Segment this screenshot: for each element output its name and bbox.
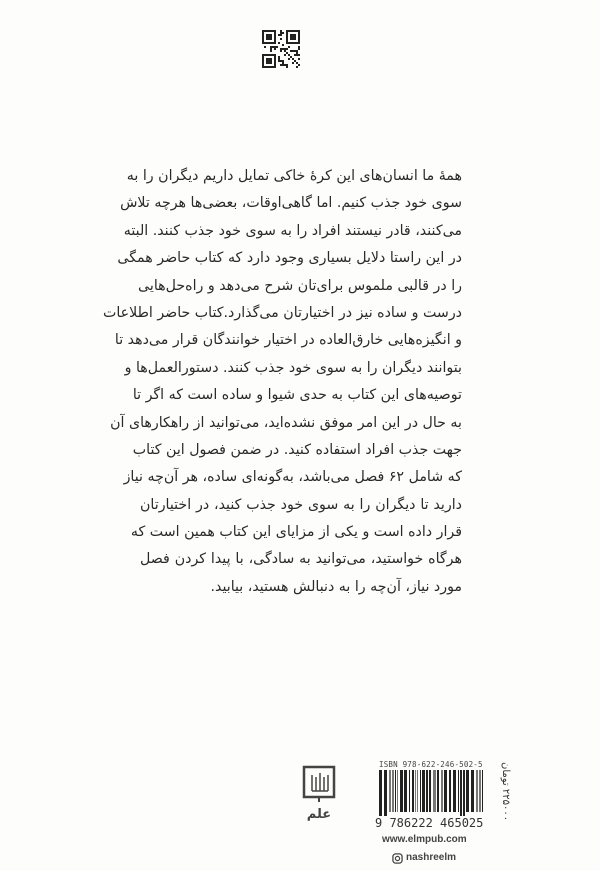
barcode-bar <box>471 770 474 812</box>
barcode-bar <box>463 770 465 816</box>
barcode-bar <box>409 770 410 812</box>
blurb-line: بتوانند دیگران را به سوی خود جذب کنند. دستورالعمل‌ها و <box>124 359 462 376</box>
barcode-bar <box>412 770 414 812</box>
barcode-bar <box>395 770 396 812</box>
back-cover-blurb <box>102 163 462 601</box>
blurb-line: می‌کنند، قادر نیستند افراد را به سوی خود جذب کنند. البته <box>123 222 462 239</box>
blurb-line: و انگیزه‌هایی خارق‌العاده در اختیار خوانندگان قرار می‌دهد تا <box>114 332 462 349</box>
blurb-line: همهٔ ما انسان‌های این کرهٔ خاکی تمایل داریم دیگران را به <box>126 168 462 184</box>
barcode-bar <box>482 770 483 812</box>
barcode-bar <box>444 770 447 812</box>
blurb-line: هرگاه خواستید، می‌توانید به سادگی، با پیدا کردن فصل <box>140 551 462 568</box>
barcode-bar <box>392 770 394 812</box>
blurb-line: قرار داده است و یکی از مزایای این کتاب همین است که <box>130 524 462 541</box>
isbn-barcode <box>375 760 483 830</box>
barcode-bar <box>404 770 407 812</box>
barcode-bar <box>397 770 398 812</box>
barcode-bar <box>384 770 387 816</box>
barcode-bar <box>415 770 416 812</box>
blurb-line: درست و ساده نیز در اختیارتان می‌گذارد.کتاب حاضر اطلاعات <box>102 304 462 321</box>
barcode-bar <box>453 770 456 812</box>
barcode-bar <box>420 770 421 812</box>
instagram-handle[interactable] <box>392 852 456 864</box>
barcode-bar <box>433 770 436 812</box>
barcode-bar <box>389 770 391 812</box>
blurb-line: جهت جذب افراد استفاده کنید. در ضمن فصول این کتاب <box>132 441 462 458</box>
barcode-bar <box>441 770 443 812</box>
book-logo-icon <box>301 765 337 803</box>
barcode-bar <box>449 770 451 812</box>
price: ۲۲۵۰۰۰ تومان <box>500 762 511 822</box>
barcode-bar <box>476 770 478 812</box>
isbn-label: ISBN 978-622-246-502-5 <box>379 760 483 769</box>
blurb-line: سوی خود جذب کنیم. اما گاهی‌اوقات، بعضی‌ها هرچه تلاش <box>120 195 462 212</box>
barcode-bar <box>417 770 418 812</box>
website-link[interactable]: www.elmpub.com <box>382 834 467 845</box>
blurb-line: را در قالبی ملموس برای‌تان شرح می‌دهد و راه‌حل‌هایی <box>138 277 462 294</box>
blurb-line: مورد نیاز، آن‌چه را به دنبالش هستید، بیابید. <box>210 578 462 595</box>
barcode-bar <box>422 770 425 812</box>
barcode-bar <box>426 770 428 812</box>
barcode-bar <box>379 770 382 816</box>
qr-code <box>262 30 300 68</box>
barcode-bars <box>379 770 483 816</box>
blurb-line: توصیه‌های این کتاب به حدی شیوا و ساده است که اگر تا <box>132 387 462 404</box>
barcode-digits: 9 786222 465025 <box>375 816 483 830</box>
barcode-bar <box>400 770 403 812</box>
instagram-icon <box>392 853 403 864</box>
barcode-bar <box>466 770 469 812</box>
blurb-line: به حال در این امر موفق نشده‌اید، می‌توانید از راهکارهای آن <box>110 414 462 431</box>
barcode-bar <box>458 770 459 812</box>
publisher-logo <box>299 765 339 827</box>
blurb-line: دارید تا دیگران را به سوی خود جذب کنید، در اختیارتان <box>140 496 462 513</box>
barcode-bar <box>479 770 481 812</box>
barcode-bar <box>437 770 439 812</box>
barcode-bar <box>429 770 431 812</box>
barcode-bar <box>460 770 462 816</box>
blurb-line: در این راستا دلایل بسیاری وجود دارد که کتاب حاضر همگی <box>117 250 462 267</box>
publisher-logo-text: علم <box>306 807 332 822</box>
instagram-label: nashreelm <box>406 852 457 863</box>
blurb-line: که شامل ۶۲ فصل می‌باشد، به‌گونه‌ای ساده، هر آن‌چه نیاز <box>123 469 462 486</box>
